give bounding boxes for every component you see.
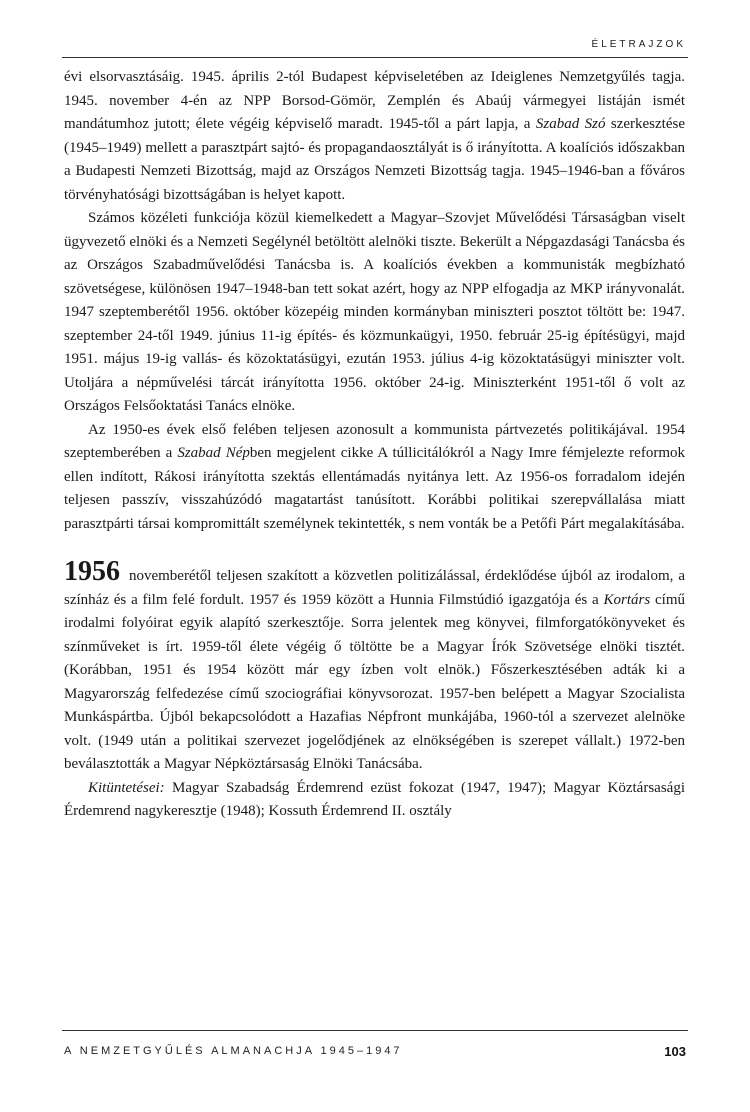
paragraph: évi elsorvasztásáig. 1945. április 2-tól Budapest képviseletében az Ideiglenes Nemzetgyűlés tagja. 1945. november 4-én az NPP Borsod-Gömör, Zemplén és Abaúj vármegyei listáján ismét mandátumhoz jutott; élete végéig képviselő maradt. 1945-től a párt lapja, a Szabad Szó szerkesztése (1945–1949) mellett a parasztpárt sajtó- és propagandaosztályát is ő irányította. A koalíciós időszakban a Budapesti Nemzeti Bizottság, majd az Országos Nemzeti Bizottság tagja. 1945–1946-ban a főváros törvényhatósági bizottságában is helyet kapott. (64, 69, 685, 203)
footer-rule (62, 1030, 688, 1031)
page-number: 103 (664, 1044, 686, 1059)
paragraph: Számos közéleti funkciója közül kiemelkedett a Magyar–Szovjet Művelődési Társaságban viselt ügyvezető elnöki és a Nemzeti Segélynél betöltött alelnöki tiszte. Bekerült a Népgazdasági Tanácsba és az Országos Szabadművelődési Tanácsba is. A koalíciós években a kommunisták megbízható szövetségese, különösen 1947–1948-ban tett sokat azért, hogy az NPP elfogadja az MKP irányvonalát. 1947 szeptemberétől 1956. október közepéig minden kormányban miniszteri posztot töltött be: 1947. szeptember 24-től 1949. június 11-ig építés- és közmunkaügyi, 1950. február 25-ig építésügyi, majd 1951. május 19-ig vallás- és közoktatásügyi, ezután 1953. július 4-ig közoktatásügyi miniszter volt. Utoljára a népművelési tárcát irányította 1956. október 24-ig. Miniszterként 1951-től ő volt az Országos Felsőoktatási Tanács elnöke. (64, 210, 685, 414)
paragraph: Kitüntetései: Magyar Szabadság Érdemrend ezüst fokozat (1947, 1947); Magyar Köztársasági Érdemrend nagykeresztje (1948); Kossuth Érdemrend II. osztály (64, 779, 685, 819)
header-rule (62, 57, 688, 58)
paragraph: 1956 novemberétől teljesen szakított a közvetlen politizálással, érdeklődése újból az irodalom, a színház és a film felé fordult. 1957 és 1959 között a Hunnia Filmstúdió igazgatója és a Kortárs című irodalmi folyóirat egyik alapító szerkesztője. Sorra jelentek meg könyvei, filmforgatókönyveket és színműveket is írt. 1959-től élete végéig ő töltötte be a Magyar Írók Szövetsége elnöki tisztét. (Korábban, 1951 és 1954 között már egy ízben volt elnök.) Főszerkesztésében adták ki a Magyarország felfedezése című szociográfiai könyvsorozat. 1957-ben belépett a Magyar Szocialista Munkáspártba. Újból bekapcsolódott a Hazafias Népfront munkájába, 1960-tól a szervezet alelnöke volt. (1949 után a politikai szervezet jogelődjének az elnökségében is szerepet vállalt.) 1972-ben beválasztották a Magyar Népköztársaság Elnöki Tanácsába. (64, 556, 685, 772)
page-body (64, 66, 685, 824)
year-lead: 1956 (64, 556, 120, 587)
paragraph: Az 1950-es évek első felében teljesen azonosult a kommunista pártvezetés politikájával. 1954 szeptemberében a Szabad Népben megjelent cikke A túllicitálókról a Nagy Imre fémjelezte reformok ellen indított, Rákosi irányította szektás ellentámadás nyitánya lett. Az 1956-os forradalom idején teljesen passzív, visszahúzódó magatartást tanúsított. Korábbi politikai szerepvállalása miatt parasztpárti társai kompromittált személynek tekintették, s nem vonták be a Petőfi Párt megalakításába. (64, 421, 685, 532)
running-footer: A NEMZETGYŰLÉS ALMANACHJA 1945–1947 (64, 1045, 403, 1057)
running-header: ÉLETRAJZOK (591, 39, 686, 50)
